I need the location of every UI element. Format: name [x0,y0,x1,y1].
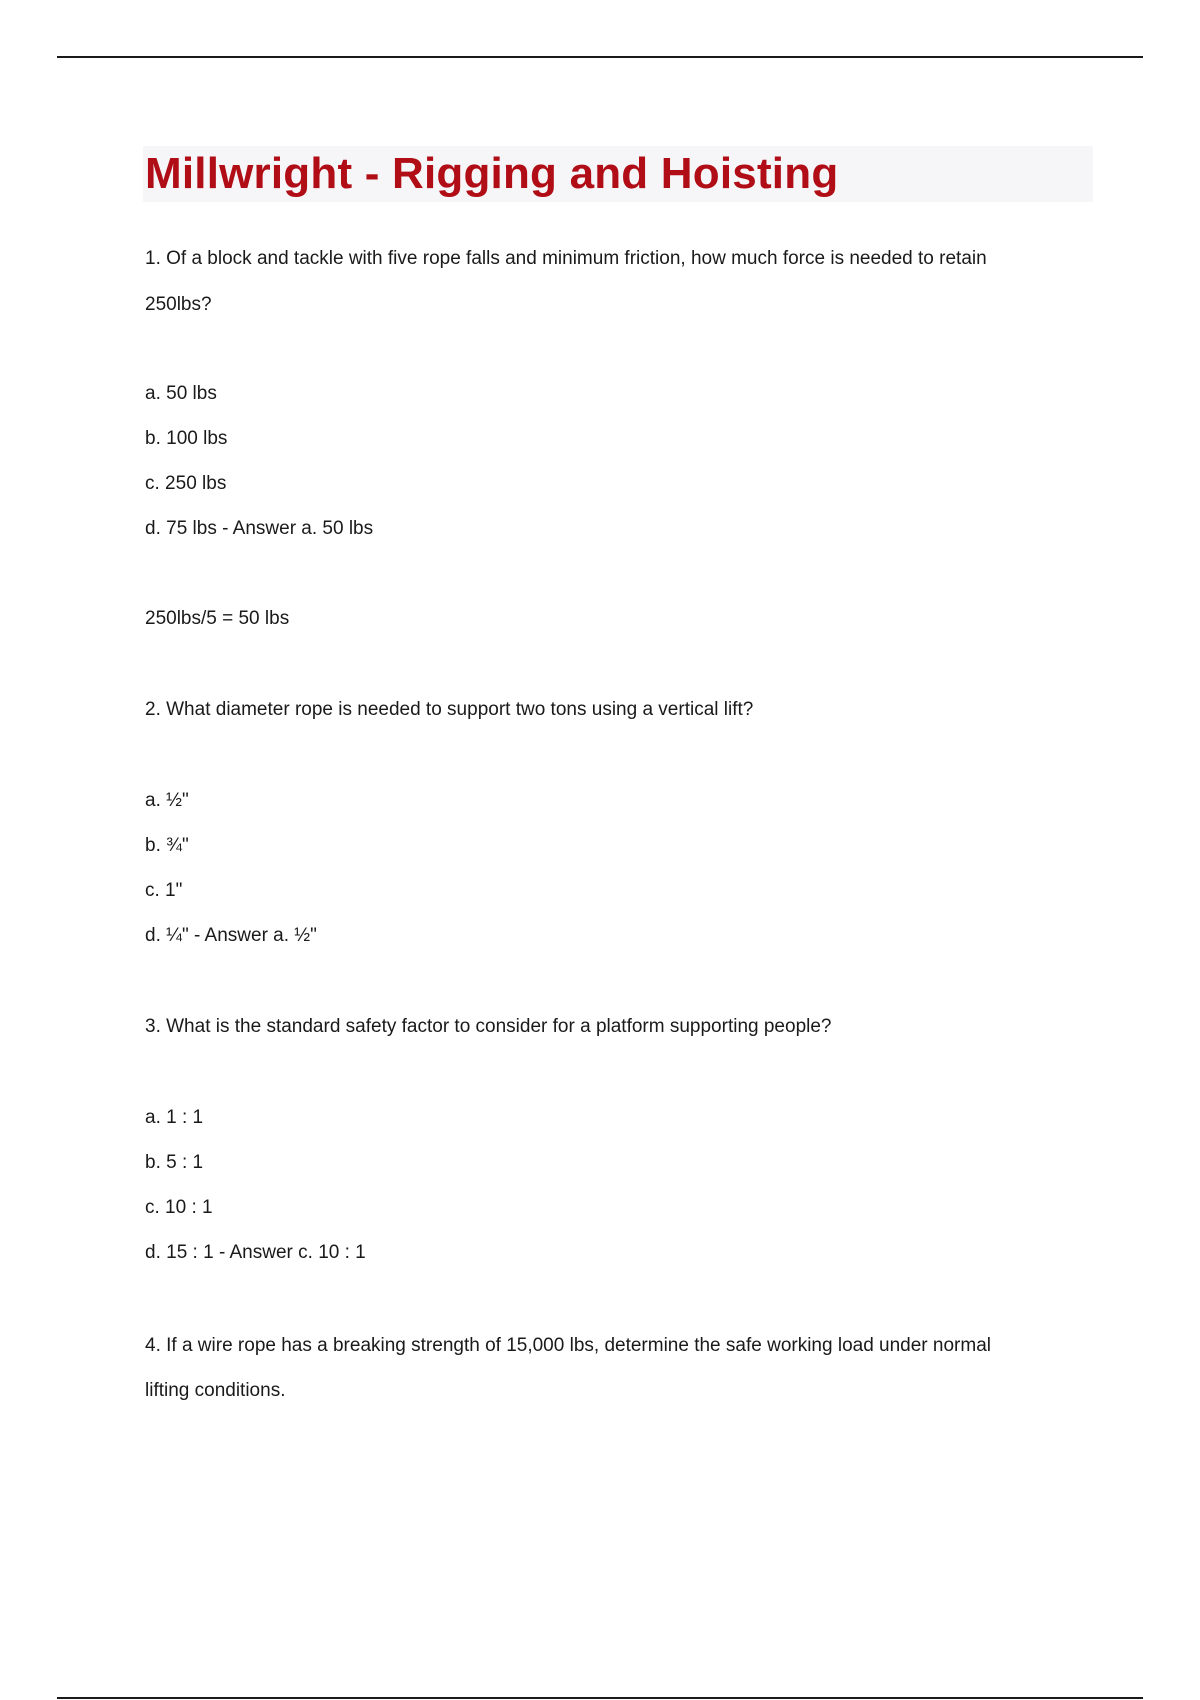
question-1-note: 250lbs/5 = 50 lbs [145,608,290,629]
question-2-option-b: b. ¾" [145,835,189,856]
page-title: Millwright - Rigging and Hoisting [145,149,839,198]
question-1-option-b: b. 100 lbs [145,428,228,449]
question-2-text-line-1: 2. What diameter rope is needed to support two tons using a vertical lift? [145,699,754,720]
question-1-option-a: a. 50 lbs [145,383,217,404]
question-4-text-line-1: 4. If a wire rope has a breaking strength of 15,000 lbs, determine the safe working load under normal [145,1335,991,1356]
question-3-option-d-answer: d. 15 : 1 - Answer c. 10 : 1 [145,1242,366,1263]
top-rule [57,56,1143,58]
bottom-rule [57,1697,1143,1699]
question-1-text-line-1: 1. Of a block and tackle with five rope falls and minimum friction, how much force is needed to retain [145,248,987,269]
question-3-option-b: b. 5 : 1 [145,1152,204,1173]
question-2-option-c: c. 1" [145,880,183,901]
question-3-option-c: c. 10 : 1 [145,1197,213,1218]
question-3-option-a: a. 1 : 1 [145,1107,204,1128]
title-band [143,146,1093,202]
page-content [145,146,1093,1401]
question-1-text-line-2: 250lbs? [145,294,212,315]
question-1-option-c: c. 250 lbs [145,473,227,494]
question-2-option-d-answer: d. ¼" - Answer a. ½" [145,925,317,946]
question-1-option-d-answer: d. 75 lbs - Answer a. 50 lbs [145,518,374,539]
question-3-text-line-1: 3. What is the standard safety factor to consider for a platform supporting people? [145,1016,832,1037]
question-2-option-a: a. ½" [145,790,189,811]
question-4-text-line-2: lifting conditions. [145,1380,286,1401]
